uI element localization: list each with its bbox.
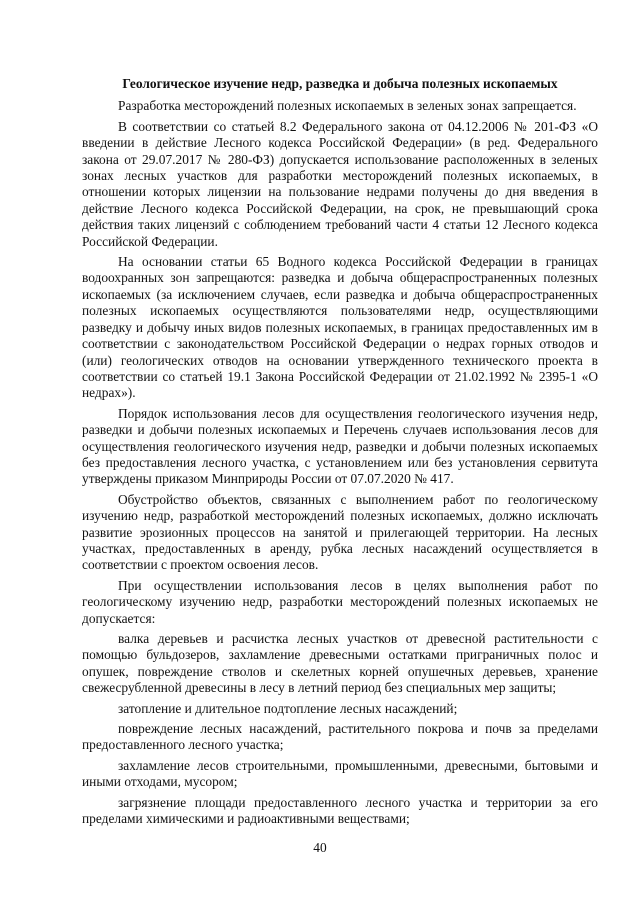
list-item-pollution: загрязнение площади предоставленного лесного участка и территории за его пределами химическими и радиоактивными веществами; <box>82 794 598 827</box>
paragraph-procedure: Порядок использования лесов для осуществления геологического изучения недр, разведки и добычи полезных ископаемых и Перечень случаев использования лесов для осуществления геологического изучения недр, разведки и добычи полезных ископаемых без предоставления лесного участка, с установлением или без установления сервитута утверждены приказом Минприроды России от 07.07.2020 № 417. <box>82 405 598 487</box>
paragraph-green-zones: Разработка месторождений полезных ископаемых в зеленых зонах запрещается. <box>118 98 577 114</box>
paragraph-article-8-2: В соответствии со статьей 8.2 Федерального закона от 04.12.2006 № 201-ФЗ «О введении в действие Лесного кодекса Российской Федерации» (в ред. Федерального закона от 29.07.2017 № 280-ФЗ) допускается использование расположенных в зеленых зонах лесных участков для разработки месторождений полезных ископаемых, в отношении которых лицензии на пользование недрами получены до дня введения в действие Лесного кодекса Российской Федерации, на срок, не превышающий срока действия таких лицензий с соблюдением требований части 4 статьи 12 Лесного кодекса Российской Федерации. <box>82 118 598 249</box>
paragraph-water-code: На основании статьи 65 Водного кодекса Российской Федерации в границах водоохранных зон запрещаются: разведка и добыча общераспространенных полезных ископаемых (за исключением случаев, если разведка и добыча общераспространенных полезных ископаемых осуществляются пользователями недр, осуществляющими разведку и добычу иных видов полезных ископаемых, в границах предоставленных им в соответствии с законодательством Российской Федерации о недрах горных отводов и (или) геологических отводов на основании утвержденного технического проекта в соответствии со статьей 19.1 Закона Российской Федерации от 21.02.1992 № 2395-1 «О недрах»). <box>82 254 598 401</box>
section-heading: Геологическое изучение недр, разведка и добыча полезных ископаемых <box>122 76 558 91</box>
list-item-littering: захламление лесов строительными, промышленными, древесными, бытовыми и иными отходами, мусором; <box>82 757 598 790</box>
page-body <box>82 76 598 831</box>
paragraph-not-allowed-intro: При осуществлении использования лесов в целях выполнения работ по геологическому изучению недр, разработки месторождений полезных ископаемых не допускается: <box>82 577 598 626</box>
list-item-flooding: затопление и длительное подтопление лесных насаждений; <box>118 700 458 716</box>
page-number: 40 <box>313 840 327 855</box>
paragraph-facilities: Обустройство объектов, связанных с выполнением работ по геологическому изучению недр, разработкой месторождений полезных ископаемых, должно исключать развитие эрозионных процессов на занятой и прилегающей территории. На лесных участках, предоставленных в аренду, рубка лесных насаждений осуществляется в соответствии с проектом освоения лесов. <box>82 491 598 573</box>
list-item-felling: валка деревьев и расчистка лесных участков от древесной растительности с помощью бульдозеров, захламление древесными остатками приграничных полос и опушек, повреждение стволов и скелетных корней опушечных деревьев, хранение свежесрубленной древесины в лесу в летний период без специальных мер защиты; <box>82 631 598 696</box>
list-item-damage: повреждение лесных насаждений, растительного покрова и почв за пределами предоставленного лесного участка; <box>82 721 598 753</box>
